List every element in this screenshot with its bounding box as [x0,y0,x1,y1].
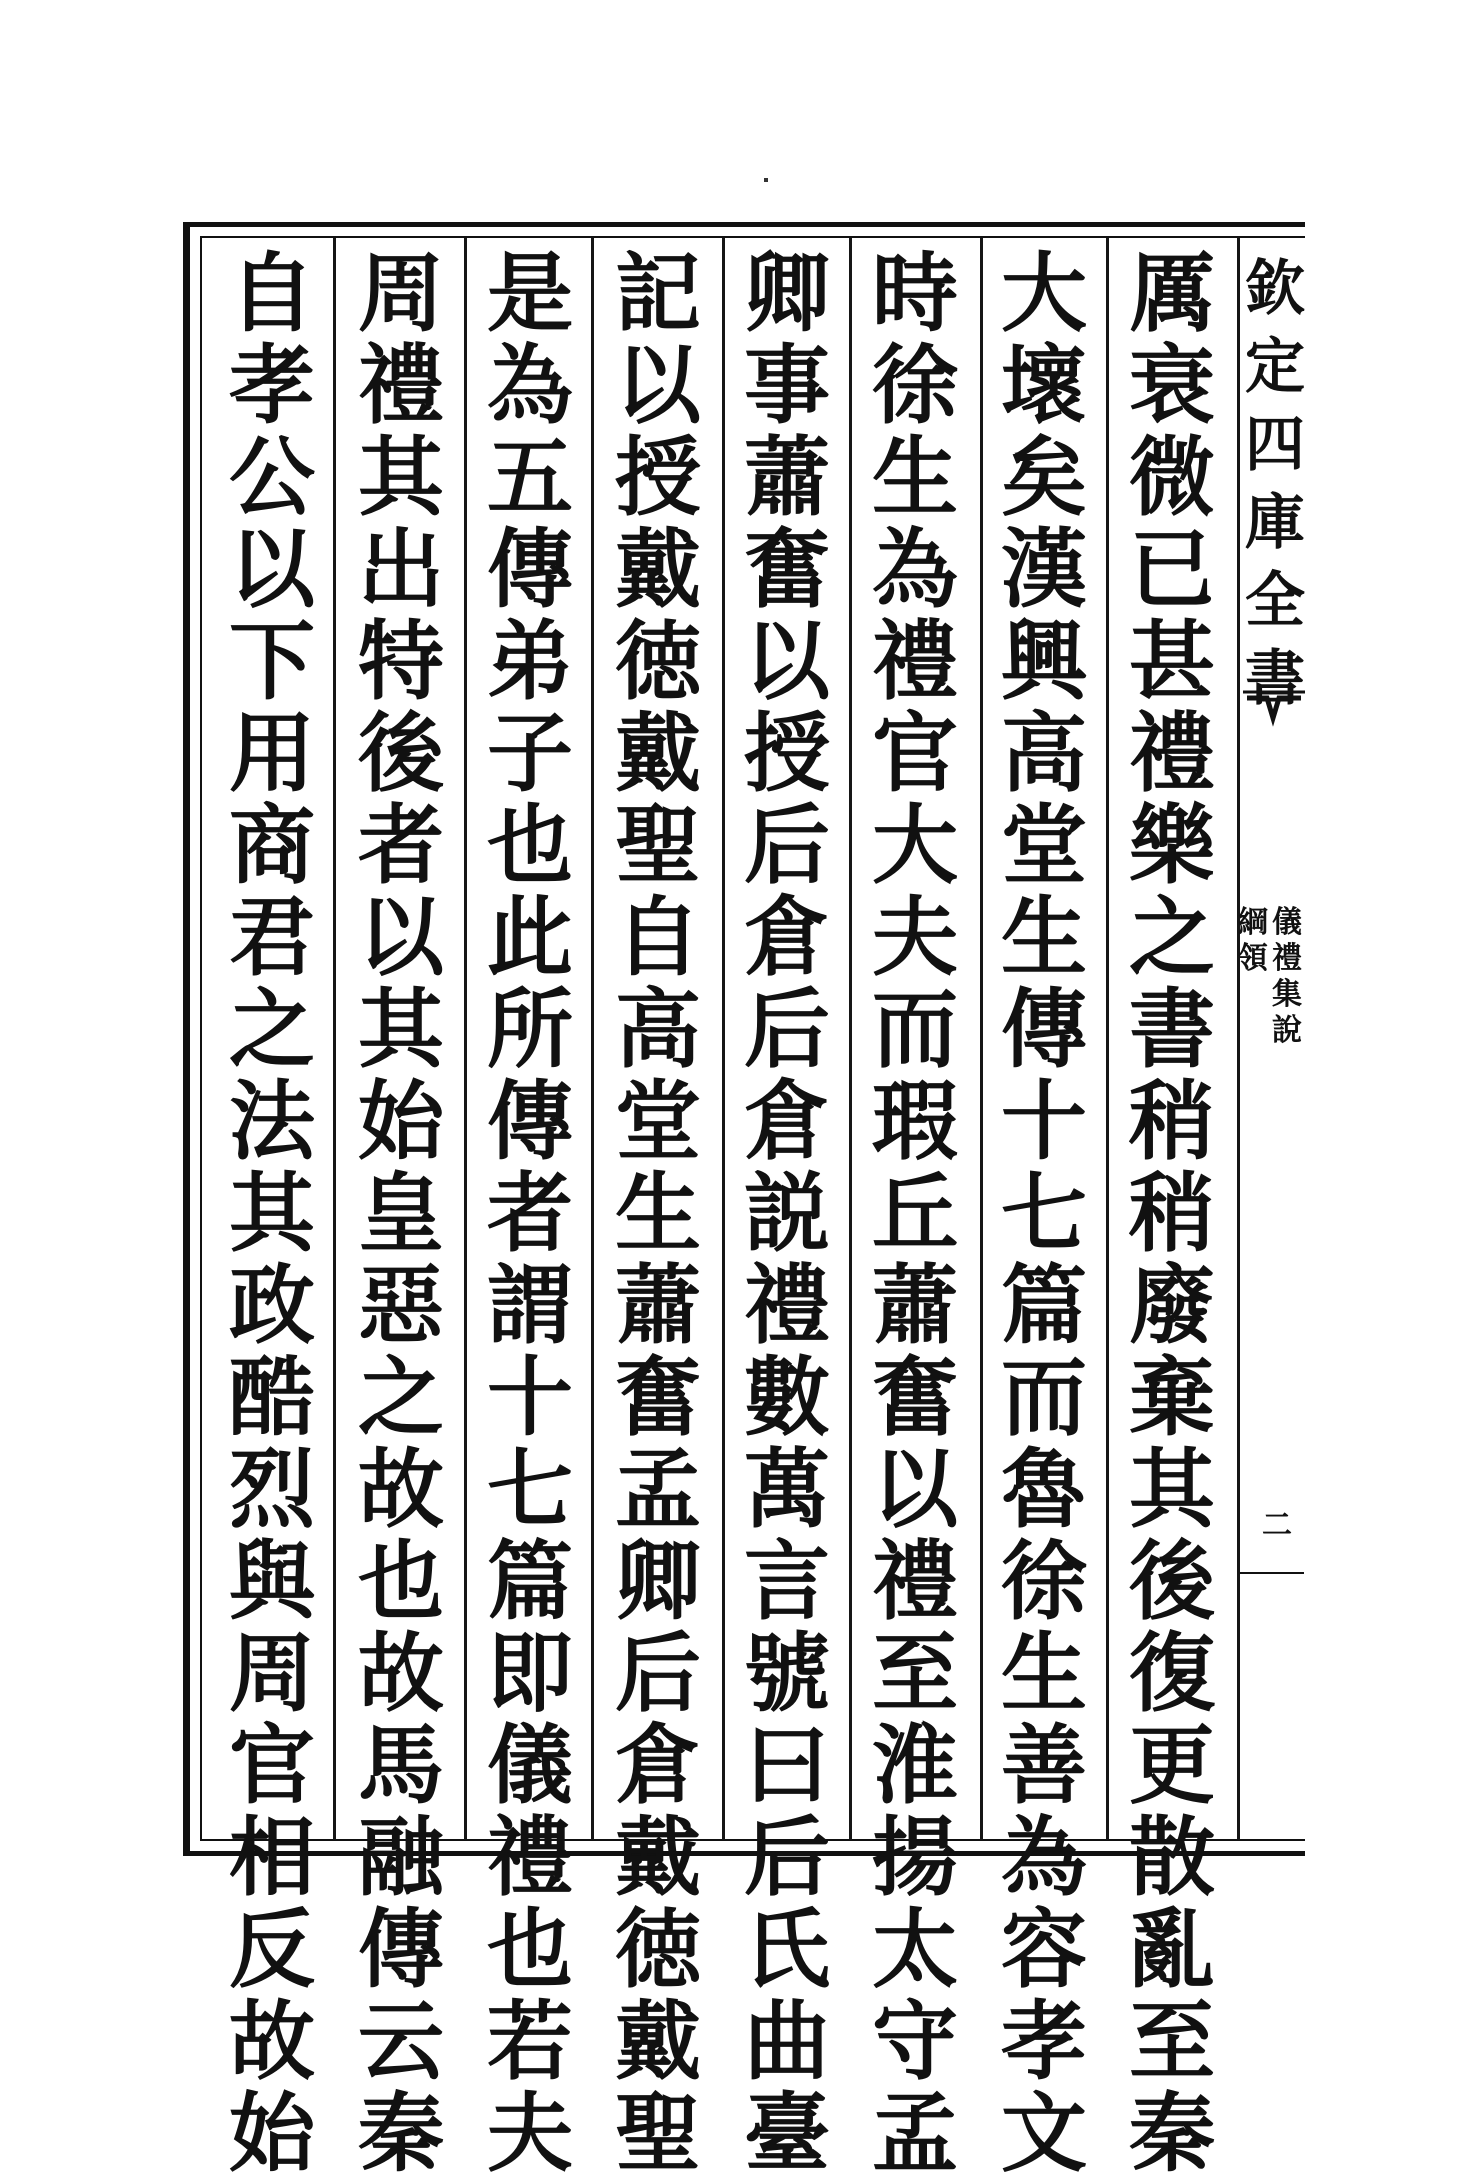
character: 容 [1001,1899,1087,2000]
character: 事 [744,335,830,436]
text-column-6 [466,243,594,2184]
character: 臺 [744,2083,830,2184]
character: 萬 [744,1439,830,1540]
character: 曰 [744,1715,830,1816]
character: 夫 [872,887,958,988]
character: 大 [1001,243,1087,344]
character: 四 [1245,410,1305,480]
character: 以 [615,335,701,436]
character: 奮 [744,519,830,620]
character: 也 [358,1531,444,1632]
character: 以 [744,611,830,712]
character: 儀 [1272,905,1302,940]
character: 廢 [1129,1255,1215,1356]
character: 定 [1245,332,1305,402]
character: 淮 [872,1715,958,1816]
character: 法 [229,1071,315,1172]
text-column-1 [1108,243,1236,2184]
chapter-title [1238,905,1268,1049]
character: 時 [872,243,958,344]
character: 綱 [1238,905,1268,940]
character: 丘 [872,1163,958,1264]
character: 孟 [615,1439,701,1540]
character: 此 [487,887,573,988]
character: 其 [358,979,444,1080]
character: 傳 [1001,979,1087,1080]
character: 奮 [872,1347,958,1448]
character: 號 [744,1623,830,1724]
character: 與 [229,1531,315,1632]
character: 戴 [615,1807,701,1908]
character: 故 [229,1991,315,2092]
character: 禮 [1272,941,1302,976]
character: 已 [1129,519,1215,620]
character: 文 [1001,2083,1087,2184]
book-title [1240,250,1310,718]
character: 瑕 [872,1071,958,1172]
character: 禮 [744,1255,830,1356]
character: 之 [229,979,315,1080]
character: 云 [358,1991,444,2092]
text-column-2 [980,243,1108,2184]
book-title-text [1245,250,1305,718]
character: 奮 [615,1347,701,1448]
character: 周 [229,1623,315,1724]
character: 始 [358,1071,444,1172]
character: 禮 [872,1531,958,1632]
character: 篇 [1001,1255,1087,1356]
character: 五 [487,427,573,528]
character: 徳 [615,611,701,712]
character: 生 [1001,887,1087,988]
character: 以 [358,887,444,988]
character: 高 [615,979,701,1080]
character: 曲 [744,1991,830,2092]
character: 稍 [1129,1163,1215,1264]
character: 七 [487,1439,573,1540]
character: 說 [1272,1013,1302,1048]
character: 氏 [744,1899,830,2000]
character: 后 [744,979,830,1080]
character: 篇 [487,1531,573,1632]
character: 太 [872,1899,958,2000]
character: 反 [229,1899,315,2000]
text-column-8 [208,243,336,2184]
character: 禮 [872,611,958,712]
character: 授 [744,703,830,804]
character: 堂 [615,1071,701,1172]
character: 書 [1129,979,1215,1080]
character: 徳 [615,1899,701,2000]
character: 君 [229,887,315,988]
character: 政 [229,1255,315,1356]
character: 十 [1001,1071,1087,1172]
character: 而 [872,979,958,1080]
character: 孝 [229,335,315,436]
character: 傳 [487,1071,573,1172]
character: 惡 [358,1255,444,1356]
text-column-7 [337,243,465,2184]
character: 夫 [487,2083,573,2184]
character: 用 [229,703,315,804]
character: 生 [615,1163,701,1264]
character: 也 [487,1899,573,2000]
character: 故 [358,1623,444,1724]
character: 倉 [744,1071,830,1172]
character: 自 [229,243,315,344]
character: 興 [1001,611,1087,712]
character: 集 [1272,977,1302,1012]
character: 散 [1129,1807,1215,1908]
page-number-rule [1240,1572,1304,1574]
character: 授 [615,427,701,528]
character: 禮 [1129,703,1215,804]
character: 蕭 [615,1255,701,1356]
character: 其 [229,1163,315,1264]
text-column-4 [723,243,851,2184]
chapter-heading [1238,905,1302,1049]
character: 以 [872,1439,958,1540]
character: 秦 [1129,2083,1215,2184]
character: 善 [1001,1715,1087,1816]
character: 矣 [1001,427,1087,528]
character: 魯 [1001,1439,1087,1540]
character: 蕭 [872,1255,958,1356]
character: 皇 [358,1163,444,1264]
character: 徐 [872,335,958,436]
character: 卿 [744,243,830,344]
character: 周 [358,243,444,344]
character: 馬 [358,1715,444,1816]
character: 儀 [487,1715,573,1816]
character: 其 [1129,1439,1215,1540]
character: 特 [358,611,444,712]
character: 而 [1001,1347,1087,1448]
character: 為 [1001,1807,1087,1908]
character: 戴 [615,1991,701,2092]
character: 領 [1238,941,1268,976]
character: 孝 [1001,1991,1087,2092]
character: 是 [487,243,573,344]
character: 生 [872,427,958,528]
character: 之 [358,1347,444,1448]
character: 戴 [615,703,701,804]
character: 言 [744,1531,830,1632]
character: 所 [487,979,573,1080]
character: 庫 [1245,488,1305,558]
character: 亂 [1129,1899,1215,2000]
character: 蕭 [744,427,830,528]
character: 也 [487,795,573,896]
character: 樂 [1129,795,1215,896]
character: 始 [229,2083,315,2184]
character: 卿 [615,1531,701,1632]
character: 后 [744,795,830,896]
character: 揚 [872,1807,958,1908]
character: 禮 [358,335,444,436]
character: 守 [872,1991,958,2092]
character: 大 [872,795,958,896]
character: 后 [615,1623,701,1724]
character: 堂 [1001,795,1087,896]
character: 融 [358,1807,444,1908]
character: 秦 [358,2083,444,2184]
character: 自 [615,887,701,988]
character: 戴 [615,519,701,620]
chapter-subtitle [1272,905,1302,1049]
character: 後 [1129,1531,1215,1632]
character: 七 [1001,1163,1087,1264]
character: 棄 [1129,1347,1215,1448]
character: 厲 [1129,243,1215,344]
character: 欽 [1245,254,1305,324]
character: 子 [487,703,573,804]
character: 微 [1129,427,1215,528]
character: 若 [487,1991,573,2092]
text-column-3 [851,243,979,2184]
character: 之 [1129,887,1215,988]
character: 全 [1245,566,1305,636]
character: 復 [1129,1623,1215,1724]
character: 傳 [487,519,573,620]
character: 公 [229,427,315,528]
page-number: 二 [1262,1508,1292,1543]
character: 官 [229,1715,315,1816]
character: 禮 [487,1807,573,1908]
character: 后 [744,1807,830,1908]
character: 倉 [615,1715,701,1816]
character: 謂 [487,1255,573,1356]
character: 徐 [1001,1531,1087,1632]
character: 弟 [487,611,573,712]
character: 聖 [615,2083,701,2184]
character: 為 [872,519,958,620]
character: 更 [1129,1715,1215,1816]
character: 稍 [1129,1071,1215,1172]
character: 高 [1001,703,1087,804]
character: 衰 [1129,335,1215,436]
ink-speck [764,178,768,182]
character: 後 [358,703,444,804]
character: 為 [487,335,573,436]
character: 十 [487,1347,573,1448]
character: 商 [229,795,315,896]
character: 官 [872,703,958,804]
character: 下 [229,611,315,712]
character: 壞 [1001,335,1087,436]
character: 其 [358,427,444,528]
character: 生 [1001,1623,1087,1724]
character: 甚 [1129,611,1215,712]
character: 聖 [615,795,701,896]
character: 相 [229,1807,315,1908]
character: 烈 [229,1439,315,1540]
character: 出 [358,519,444,620]
character: 數 [744,1347,830,1448]
character: 漢 [1001,519,1087,620]
text-column-5 [594,243,722,2184]
character: 者 [487,1163,573,1264]
character: 以 [229,519,315,620]
character: 至 [872,1623,958,1724]
character: 孟 [872,2083,958,2184]
character: 至 [1129,1991,1215,2092]
character: 傳 [358,1899,444,2000]
character: 説 [744,1163,830,1264]
character: 倉 [744,887,830,988]
character: 酷 [229,1347,315,1448]
character: 者 [358,795,444,896]
fishtail-mark [1243,688,1305,728]
character: 故 [358,1439,444,1540]
character: 書 [1245,644,1305,714]
character: 記 [615,243,701,344]
character: 即 [487,1623,573,1724]
